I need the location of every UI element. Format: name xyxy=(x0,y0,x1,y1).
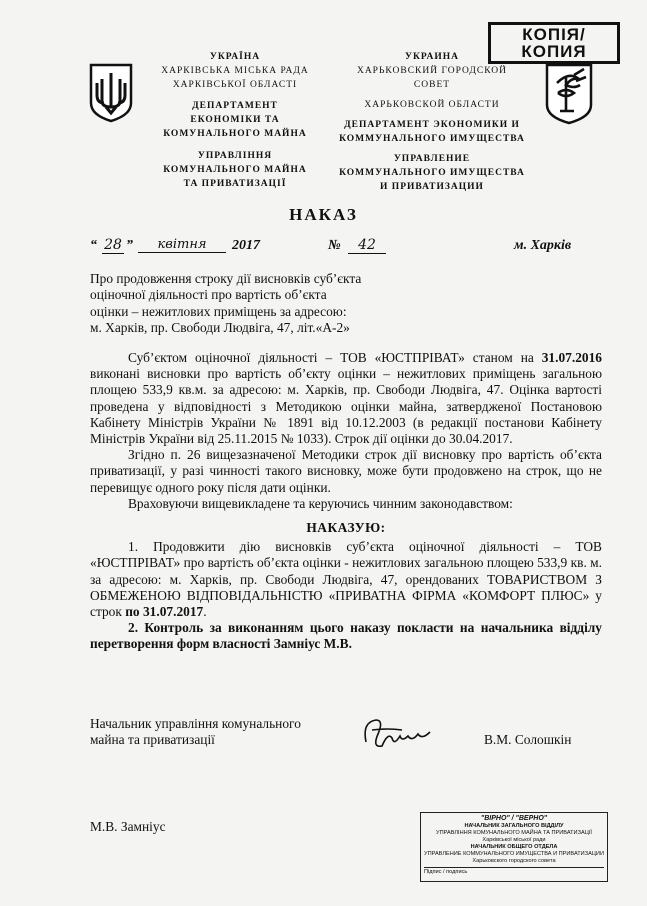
signatory-name: В.М. Солошкін xyxy=(484,732,572,747)
document-title: НАКАЗ xyxy=(289,205,358,224)
header-left-dept3: КОМУНАЛЬНОГО МАЙНА xyxy=(163,129,307,139)
author-name: М.В. Замніус xyxy=(90,819,166,834)
order-year: 2017 xyxy=(232,238,260,253)
subject-line: м. Харків, пр. Свободи Людвіга, 47, літ.«А-2» xyxy=(90,320,350,336)
header-left xyxy=(140,50,330,191)
kharkiv-emblem-icon xyxy=(544,63,594,125)
header-left-dept1: ДЕПАРТАМЕНТ xyxy=(192,101,278,111)
subject-line: оцінки – нежитлових приміщень за адресою: xyxy=(90,303,347,319)
order-day: 28 xyxy=(102,237,124,254)
header-right xyxy=(326,50,538,194)
subject-line: оціночної діяльності про вартість об’єкта xyxy=(90,287,327,303)
header-right-country: УКРАИНА xyxy=(405,52,459,62)
handwritten-signature xyxy=(358,712,438,756)
order-number: 42 xyxy=(348,237,386,254)
header-right-dept1: ДЕПАРТАМЕНТ ЭКОНОМИКИ И xyxy=(344,120,520,130)
subject-block xyxy=(90,271,420,337)
order-item-2: 2. Контроль за виконанням цього наказу покласти на начальника відділу перетворення форм власності Замніус М.В. xyxy=(90,620,602,652)
header-left-mgmt2: КОМУНАЛЬНОГО МАЙНА xyxy=(163,165,307,175)
order-heading: НАКАЗУЮ: xyxy=(306,520,386,536)
copy-stamp-line2: КОПИЯ xyxy=(521,42,587,61)
order-city: м. Харків xyxy=(514,238,572,253)
header-right-dept2: КОММУНАЛЬНОГО ИМУЩЕСТВА xyxy=(339,134,525,144)
header-right-council1: ХАРЬКОВСКИЙ ГОРОДСКОЙ xyxy=(356,66,508,76)
subject-line: Про продовження строку дії висновків суб’єкта xyxy=(90,271,362,286)
header-left-region: ХАРКІВСЬКОЇ ОБЛАСТІ xyxy=(172,80,298,90)
signature-title-line2: майна та приватизації xyxy=(90,732,215,748)
header-right-mgmt1: УПРАВЛЕНИЕ xyxy=(393,154,471,164)
header-right-mgmt3: И ПРИВАТИЗАЦИИ xyxy=(380,182,484,192)
header-right-council2: СОВЕТ xyxy=(413,80,451,90)
paragraph-1: Суб’єктом оціночної діяльності – ТОВ «ЮСТПРІВАТ» станом на 31.07.2016 виконані висновки про вартість об’єкту оцінки – нежитлових приміщень загальною площею 533,9 кв.м. за адресою: м. Харків, пр. Свободи Людвіга, 47. Оцінка вартості проведена у відповідності з Методикою оцінки майна, затвердженої Постановою Кабінету Міністрів України № 1891 від 10.12.2003 (в редакції постанови Кабінету Міністрів України від 25.11.2015 № 1033). Строк дії оцінки до 30.04.2017. xyxy=(90,350,602,447)
date-line: “ 28 ” квітня 2017 № 42 м. Харків xyxy=(90,237,572,253)
certification-stamp-title: "ВІРНО" / "ВЕРНО" xyxy=(480,815,548,822)
order-month: квітня xyxy=(138,237,226,253)
header-right-region: ХАРЬКОВСКОЙ ОБЛАСТИ xyxy=(364,100,500,110)
header-left-council: ХАРКІВСЬКА МІСЬКА РАДА xyxy=(161,66,309,76)
header-right-mgmt2: КОММУНАЛЬНОГО ИМУЩЕСТВА xyxy=(339,168,525,178)
header-left-dept2: ЕКОНОМІКИ ТА xyxy=(190,115,280,125)
header-left-mgmt3: ТА ПРИВАТИЗАЦІЇ xyxy=(183,179,287,189)
copy-stamp-line1: КОПІЯ/ xyxy=(522,25,586,44)
order-item-1-deadline: по 31.07.2017 xyxy=(125,604,204,620)
paragraph-1-date: 31.07.2016 xyxy=(541,350,602,365)
trident-emblem-icon xyxy=(88,63,134,123)
header-left-mgmt1: УПРАВЛІННЯ xyxy=(197,151,273,161)
certification-stamp: "ВІРНО" / "ВЕРНО" НАЧАЛЬНИК ЗАГАЛЬНОГО ВІДДІЛУ УПРАВЛІННЯ КОМУНАЛЬНОГО МАЙНА ТА ПРИВАТИЗАЦІЇ Харківської міської ради НАЧАЛЬНИК ОБЩЕГО ОТДЕЛА УПРАВЛЕНИЕ КОММУНАЛЬНОГО ИМУЩЕСТВА И ПРИВАТИЗАЦИИ Харьковского городского совета Підпис / подпись xyxy=(420,812,608,882)
signature-title-line1: Начальник управління комунального xyxy=(90,716,301,731)
order-item-1: 1. Продовжити дію висновків суб’єкта оціночної діяльності – ТОВ «ЮСТПРІВАТ» про вартість об’єкта оцінки - нежитлових загальною площею 533,9 кв. м. за адресою: м. Харків, пр. Свободи Людвіга, 47, орендованих ТОВАРИСТВОМ З ОБМЕЖЕНОЮ ВІДПОВІДАЛЬНІСТЮ «ПРИВАТНА ФІРМА «КОМФОРТ ПЛЮС» у строк по 31.07.2017. xyxy=(90,539,602,620)
paragraph-3: Враховуючи вищевикладене та керуючись чинним законодавством: xyxy=(128,495,513,511)
document-body xyxy=(90,350,602,653)
order-number-label: № xyxy=(328,238,341,253)
signature-title xyxy=(90,716,301,749)
paragraph-2: Згідно п. 26 вищезазначеної Методики строк дії висновку про вартість об’єкта приватизації, у разі чинності такого висновку, може бути продовжено на строк, що не перевищує одного року після дати оцінки. xyxy=(90,447,602,495)
header-left-country: УКРАЇНА xyxy=(209,52,261,62)
